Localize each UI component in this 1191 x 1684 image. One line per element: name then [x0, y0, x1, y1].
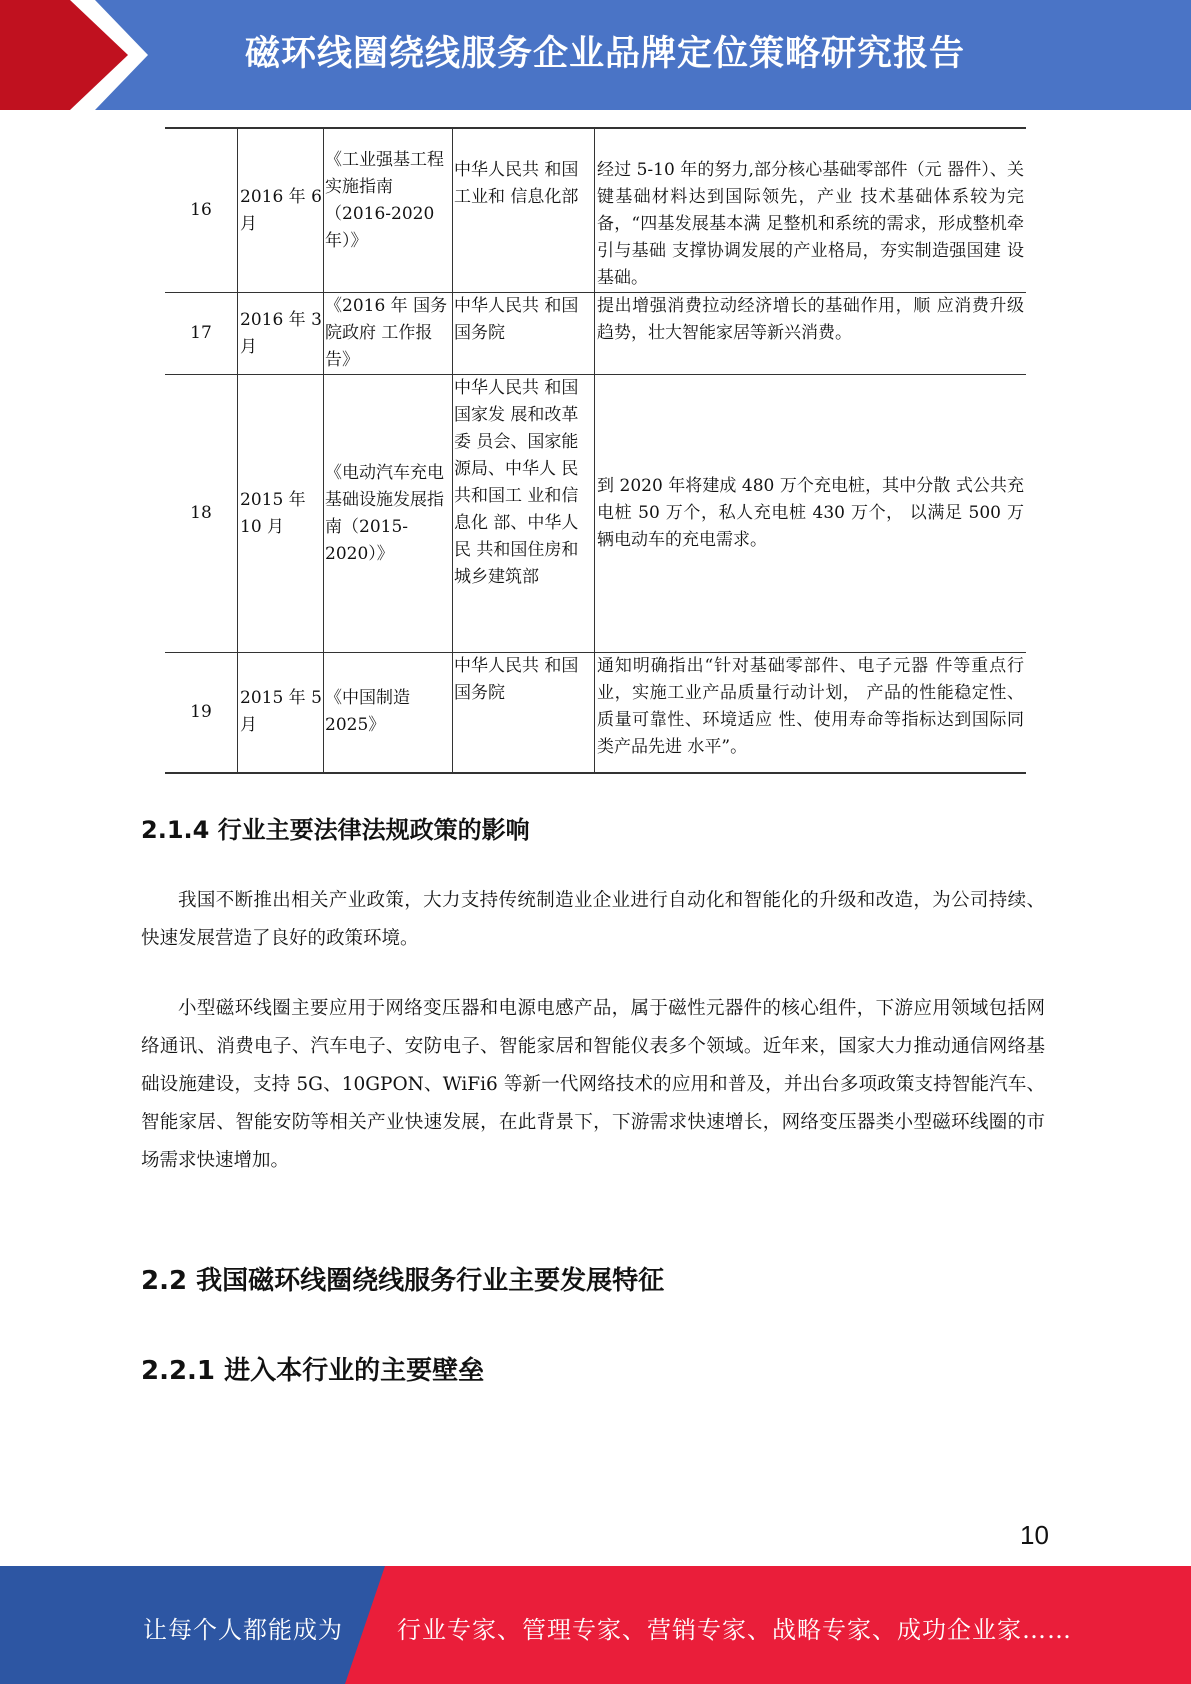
report-title: 磁环线圈绕线服务企业品牌定位策略研究报告: [245, 34, 966, 74]
row-department: 中华人民共 和国国家发 展和改革委 员会、国家能 源局、中华人 民共和国工 业和信息化 部、中华人民 共和国住房和城乡建筑部: [453, 375, 595, 653]
row-number: 16: [165, 128, 238, 293]
row-content: 提出增强消费拉动经济增长的基础作用，顺 应消费升级趋势，壮大智能家居等新兴消费。: [595, 293, 1027, 375]
row-number: 17: [165, 293, 238, 375]
paragraph-policy-environment: 我国不断推出相关产业政策，大力支持传统制造业企业进行自动化和智能化的升级和改造，为公司持续、快速发展营造了良好的政策环境。: [141, 890, 1045, 949]
row-number: 18: [165, 375, 238, 653]
section-heading-2-2-1: 2.2.1 进入本行业的主要壁垒: [141, 1356, 485, 1386]
table-row: [165, 128, 1026, 293]
row-date: 2016 年 3 月: [238, 293, 324, 375]
row-policy-name: 《2016 年 国务院政府 工作报告》: [324, 293, 453, 375]
row-date: 2015 年 10 月: [238, 375, 324, 653]
page-header: [0, 0, 1191, 110]
row-department: 中华人民共 和国国务院: [453, 653, 595, 773]
paragraph-market-demand: 小型磁环线圈主要应用于网络变压器和电源电感产品，属于磁性元器件的核心组件，下游应用领域包括网络通讯、消费电子、汽车电子、安防电子、智能家居和智能仪表多个领域。近年来，国家大力推动通信网络基础设施建设，支持 5G、10GPON、WiFi6 等新一代网络技术的应用和普及，并出台多项政策支持智能汽车、智能家居、智能安防等相关产业快速发展，在此背景下，下游需求快速增长，网络变压器类小型磁环线圈的市场需求快速增加。: [141, 998, 1045, 1171]
table-row: [165, 653, 1026, 773]
row-policy-name: 《中国制造 2025》: [324, 653, 453, 773]
page-footer: [0, 1566, 1191, 1684]
row-content: 到 2020 年将建成 480 万个充电桩，其中分散 式公共充电桩 50 万个，私人充电桩 430 万个， 以满足 500 万辆电动车的充电需求。: [595, 375, 1027, 653]
row-policy-name: 《电动汽车充电基础设施发展指南（2015-2020）》: [324, 375, 453, 653]
row-policy-name: 《工业强基工程实施指南（2016-2020 年）》: [324, 128, 453, 293]
row-content: 通知明确指出“针对基础零部件、电子元器 件等重点行业，实施工业产品质量行动计划， 产品的性能稳定性、质量可靠性、环境适应 性、使用寿命等指标达到国际同类产品先进 水平”。: [595, 653, 1027, 773]
page-number: 10: [1020, 1520, 1049, 1550]
row-date: 2016 年 6 月: [238, 128, 324, 293]
footer-slogan-left: 让每个人都能成为: [143, 1616, 343, 1644]
header-arrow-graphic: [0, 0, 160, 110]
table-row: [165, 375, 1026, 653]
row-department: 中华人民共 和国国务院: [453, 293, 595, 375]
row-content: 经过 5-10 年的努力,部分核心基础零部件（元 器件）、关键基础材料达到国际领先，产业 技术基础体系较为完备，“四基发展基本满 足整机和系统的需求，形成整机牵引与基础 支撑协调发展的产业格局，夯实制造强国建 设基础。: [595, 128, 1027, 293]
row-date: 2015 年 5 月: [238, 653, 324, 773]
section-heading-2-1-4: 2.1.4 行业主要法律法规政策的影响: [141, 816, 530, 844]
policy-table: [165, 127, 1026, 774]
section-heading-2-2: 2.2 我国磁环线圈绕线服务行业主要发展特征: [141, 1266, 665, 1296]
table-row: [165, 293, 1026, 375]
row-number: 19: [165, 653, 238, 773]
footer-slogan-right: 行业专家、管理专家、营销专家、战略专家、成功企业家……: [397, 1616, 1072, 1644]
row-department: 中华人民共 和国工业和 信息化部: [453, 128, 595, 293]
